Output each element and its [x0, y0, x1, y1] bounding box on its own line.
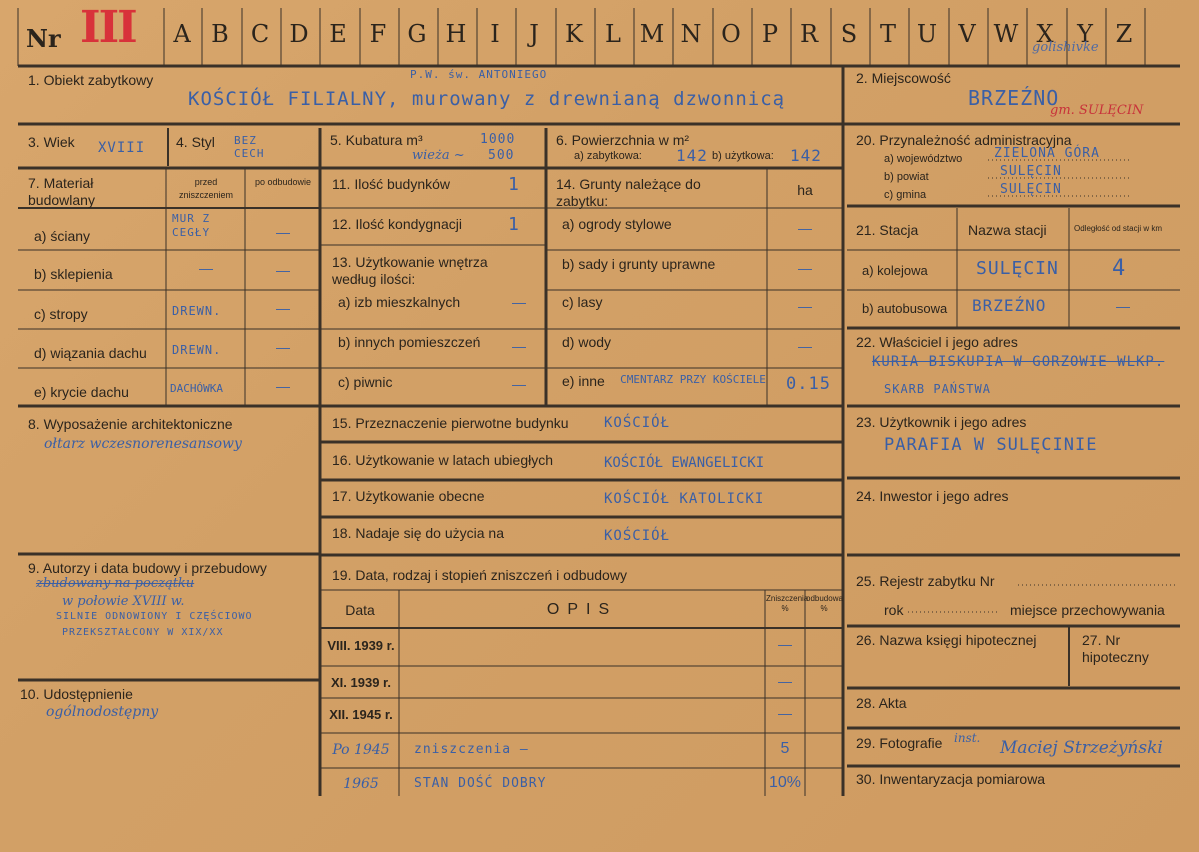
value-krycie-after: — [276, 378, 290, 394]
value-sady: — [798, 260, 812, 276]
label-wiazania: d) wiązania dachu [34, 345, 147, 361]
label-lasy: c) lasy [562, 294, 603, 310]
damage-row-date: Po 1945 [332, 742, 390, 758]
value-stropy-after: — [276, 300, 290, 316]
label-wlasciciel: 22. Właściciel i jego adres [856, 334, 1018, 350]
value-izb: — [512, 294, 526, 310]
value-sklepienia-before: — [199, 260, 213, 276]
label-miejsce: miejsce przechowywania [1010, 602, 1165, 618]
label-piwnic: c) piwnic [338, 374, 393, 390]
label-zniszczenia: 19. Data, rodzaj i stopień zniszczeń i odbudowy [332, 567, 627, 583]
label-akta: 28. Akta [856, 695, 907, 711]
value-gmina-note: gm. SULĘCIN [1050, 103, 1144, 118]
label-kubatura: 5. Kubatura m³ [330, 132, 423, 148]
letter-tab-k: K [565, 20, 583, 48]
damage-row-description: zniszczenia — [414, 742, 529, 757]
value-ilosc-kondygnacji: 1 [508, 214, 520, 235]
label-przeznaczenie: 15. Przeznaczenie pierwotne budynku [332, 415, 569, 431]
value-inne: CMENTARZ PRZY KOŚCIELE [620, 373, 766, 386]
label-wyposazenie: 8. Wyposażenie architektoniczne [28, 416, 233, 432]
value-wlasciciel-old: KURIA BISKUPIA W GORZOWIE WLKP. [872, 354, 1165, 370]
value-wody: — [798, 338, 812, 354]
label-kolejowa: a) kolejowa [862, 263, 928, 278]
letter-tab-f: F [369, 20, 387, 48]
label-innych-pomieszczen: b) innych pomieszczeń [338, 334, 481, 350]
label-autobusowa: b) autobusowa [862, 301, 948, 316]
letter-tab-c: C [250, 20, 270, 48]
label-stropy: c) stropy [34, 306, 88, 322]
value-ilosc-budynkow: 1 [508, 174, 520, 195]
value-kubatura-tower: 500 [488, 148, 515, 163]
letter-tab-a: A [173, 20, 191, 48]
letter-tab-j: J [529, 20, 539, 48]
letter-tab-w: W [993, 20, 1019, 48]
label-uzytkowanie-wnetrza: 13. Użytkowanie wnętrza według ilości: [332, 254, 488, 287]
label-uzytkowanie-obecne: 17. Użytkowanie obecne [332, 488, 485, 504]
damage-row-destruction-pct: 10% [768, 774, 802, 791]
value-inne-ha: 0.15 [786, 374, 831, 394]
value-piwnic: — [512, 376, 526, 392]
value-krycie-before: DACHÓWKA [170, 382, 223, 395]
damage-row-date: XII. 1945 r. [329, 707, 393, 722]
letter-tab-e: E [329, 20, 347, 48]
value-wiazania-before: DREWN. [172, 343, 222, 357]
value-uzytkownik: PARAFIA W SULĘCINIE [884, 435, 1098, 455]
value-nadaje-sie: KOŚCIÓŁ [604, 528, 671, 544]
label-udostepnienie: 10. Udostępnienie [20, 686, 133, 702]
label-stacja: 21. Stacja [856, 222, 919, 238]
value-odleglosc-autobusowa: — [1116, 298, 1130, 314]
letter-tab-n: N [680, 20, 702, 48]
label-fotografie: 29. Fotografie [856, 735, 943, 751]
damage-row-destruction-pct: 5 [780, 740, 790, 757]
letter-tab-b: B [211, 20, 229, 48]
value-stacja-autobusowa: BRZEŹNO [972, 296, 1047, 315]
label-przynaleznosc: 20. Przynależność administracyjna [856, 132, 1072, 148]
label-opis: OPIS [546, 601, 618, 618]
damage-row-description: STAN DOŚĆ DOBRY [414, 776, 547, 791]
label-rok: rok [884, 602, 904, 618]
letter-tab-t: T [879, 20, 896, 48]
label-wojewodztwo: a) województwo [884, 153, 963, 165]
label-uzytkowanie-ubiegle: 16. Użytkowanie w latach ubiegłych [332, 452, 554, 468]
letter-tab-v: V [958, 20, 976, 48]
value-wojewodztwo: ZIELONA GÓRA [994, 146, 1100, 161]
damage-row-destruction-pct: — [778, 673, 792, 689]
value-udostepnienie: ogólnodostępny [46, 704, 159, 720]
letter-tab-y: Y [1077, 20, 1093, 48]
value-gmina: SULĘCIN [1000, 182, 1062, 197]
letter-tab-l: L [605, 20, 621, 48]
damage-row-date: VIII. 1939 r. [327, 638, 395, 653]
value-stropy-before: DREWN. [172, 304, 222, 318]
letter-tab-u: U [916, 20, 938, 48]
label-pow-uzytkowa: b) użytkowa: [712, 150, 774, 162]
label-grunty: 14. Grunty należące do zabytku: [556, 176, 701, 209]
nr-label: Nr [26, 24, 61, 53]
value-kubatura-total: 1000 [480, 132, 516, 147]
label-wiek: 3. Wiek [28, 134, 75, 150]
value-uzytkowanie-obecne: KOŚCIÓŁ KATOLICKI [604, 491, 765, 507]
letter-tab-m: M [639, 20, 665, 48]
value-autorzy-4: PRZEKSZTAŁCONY W XIX/XX [62, 627, 224, 638]
letter-tab-p: P [761, 20, 779, 48]
label-ksiega: 26. Nazwa księgi hipotecznej [856, 632, 1037, 648]
value-pow-uzytkowa: 142 [790, 146, 822, 165]
label-gmina: c) gmina [884, 189, 927, 201]
damage-row-destruction-pct: — [778, 705, 792, 721]
nr-value: III [80, 2, 136, 53]
label-material: 7. Materiał budowlany [28, 175, 95, 208]
value-autorzy-1: zbudowany na początku [36, 576, 195, 591]
value-odleglosc-kolejowa: 4 [1112, 256, 1127, 281]
value-wyposazenie: ołtarz wczesnorenesansowy [44, 436, 242, 452]
value-autorzy-2: w połowie XVIII w. [62, 594, 185, 609]
label-ilosc-budynkow: 11. Ilość budynków [332, 176, 451, 192]
value-wiek: XVIII [98, 140, 146, 156]
label-rejestr: 25. Rejestr zabytku Nr [856, 573, 995, 589]
damage-row-date: 1965 [343, 776, 379, 792]
value-wiazania-after: — [276, 339, 290, 355]
damage-row-destruction-pct: — [778, 636, 792, 652]
letter-tab-d: D [289, 20, 309, 48]
value-lasy: — [798, 298, 812, 314]
label-sady: b) sady i grunty uprawne [562, 256, 716, 272]
letter-tab-x: X [1036, 20, 1054, 48]
label-styl: 4. Styl [176, 134, 215, 150]
label-nazwa-stacji: Nazwa stacji [968, 222, 1047, 238]
letter-tab-z: Z [1115, 20, 1133, 48]
value-ogrody: — [798, 220, 812, 236]
label-inwestor: 24. Inwestor i jego adres [856, 488, 1009, 504]
label-powiat: b) powiat [884, 171, 929, 183]
label-inne: e) inne [562, 373, 605, 389]
value-przeznaczenie: KOŚCIÓŁ [604, 415, 671, 431]
label-sklepienia: b) sklepienia [34, 266, 113, 282]
label-izb: a) izb mieszkalnych [338, 294, 461, 310]
value-fotografie: Maciej Strzeżyński [1000, 738, 1163, 758]
label-ha: ha [797, 182, 813, 198]
label-sciany: a) ściany [34, 228, 91, 244]
value-obiekt: KOŚCIÓŁ FILIALNY, murowany z drewnianą dzwonnicą [188, 88, 786, 110]
value-obiekt-dedication: P.W. św. ANTONIEGO [410, 68, 548, 81]
label-krycie: e) krycie dachu [34, 384, 129, 400]
letter-tab-r: R [799, 20, 819, 48]
label-powierzchnia: 6. Powierzchnia w m² [556, 132, 690, 148]
letter-tab-i: I [490, 20, 500, 48]
value-wlasciciel: SKARB PAŃSTWA [884, 382, 991, 396]
label-obiekt: 1. Obiekt zabytkowy [28, 72, 154, 88]
letter-tab-o: O [721, 20, 741, 48]
label-odleglosc: Odległość od stacji w km [1074, 224, 1163, 233]
label-nadaje-sie: 18. Nadaje się do użycia na [332, 525, 504, 541]
label-wody: d) wody [562, 334, 612, 350]
label-after-rebuild: po odbudowie [254, 177, 312, 187]
label-before-damage: przed zniszczeniem [178, 177, 234, 200]
label-ogrody: a) ogrody stylowe [562, 216, 672, 232]
value-innych: — [512, 338, 526, 354]
value-sciany-after: — [276, 224, 290, 240]
label-autorzy: 9. Autorzy i data budowy i przebudowy [28, 560, 267, 576]
letter-tab-s: S [840, 20, 858, 48]
label-data: Data [345, 602, 375, 618]
value-styl: BEZ CECH [234, 134, 265, 160]
header-note: golishivke [1032, 40, 1099, 55]
label-zniszczenia-pct: Zniszczenia % [766, 594, 809, 613]
damage-row-date: XI. 1939 r. [331, 675, 391, 690]
value-autorzy-3: SILNIE ODNOWIONY I CZĘŚCIOWO [56, 611, 253, 622]
value-sklepienia-after: — [276, 262, 290, 278]
value-powiat: SULĘCIN [1000, 164, 1062, 179]
value-miejscowosc: BRZEŹNO [968, 86, 1060, 110]
value-kubatura-note: wieża ~ [412, 148, 465, 163]
letter-tab-h: H [445, 20, 467, 48]
label-miejscowosc: 2. Miejscowość [856, 70, 951, 86]
label-pow-zabytkowa: a) zabytkowa: [574, 150, 642, 162]
label-odbudowa-pct: odbudowa % [806, 594, 843, 613]
letter-tab-g: G [407, 20, 427, 48]
label-nr-hipoteczny: 27. Nr hipoteczny [1082, 632, 1149, 665]
label-ilosc-kondygnacji: 12. Ilość kondygnacji [332, 216, 462, 232]
label-inwentaryzacja: 30. Inwentaryzacja pomiarowa [856, 771, 1046, 787]
value-stacja-kolejowa: SULĘCIN [976, 258, 1059, 279]
value-sciany-before: MUR Z CEGŁY [172, 212, 211, 239]
value-fotografie-prefix: inst. [954, 731, 981, 745]
value-pow-zabytkowa: 142 [676, 146, 708, 165]
label-uzytkownik: 23. Użytkownik i jego adres [856, 414, 1027, 430]
value-uzytkowanie-ubiegle: KOŚCIÓŁ EWANGELICKI [604, 455, 765, 471]
